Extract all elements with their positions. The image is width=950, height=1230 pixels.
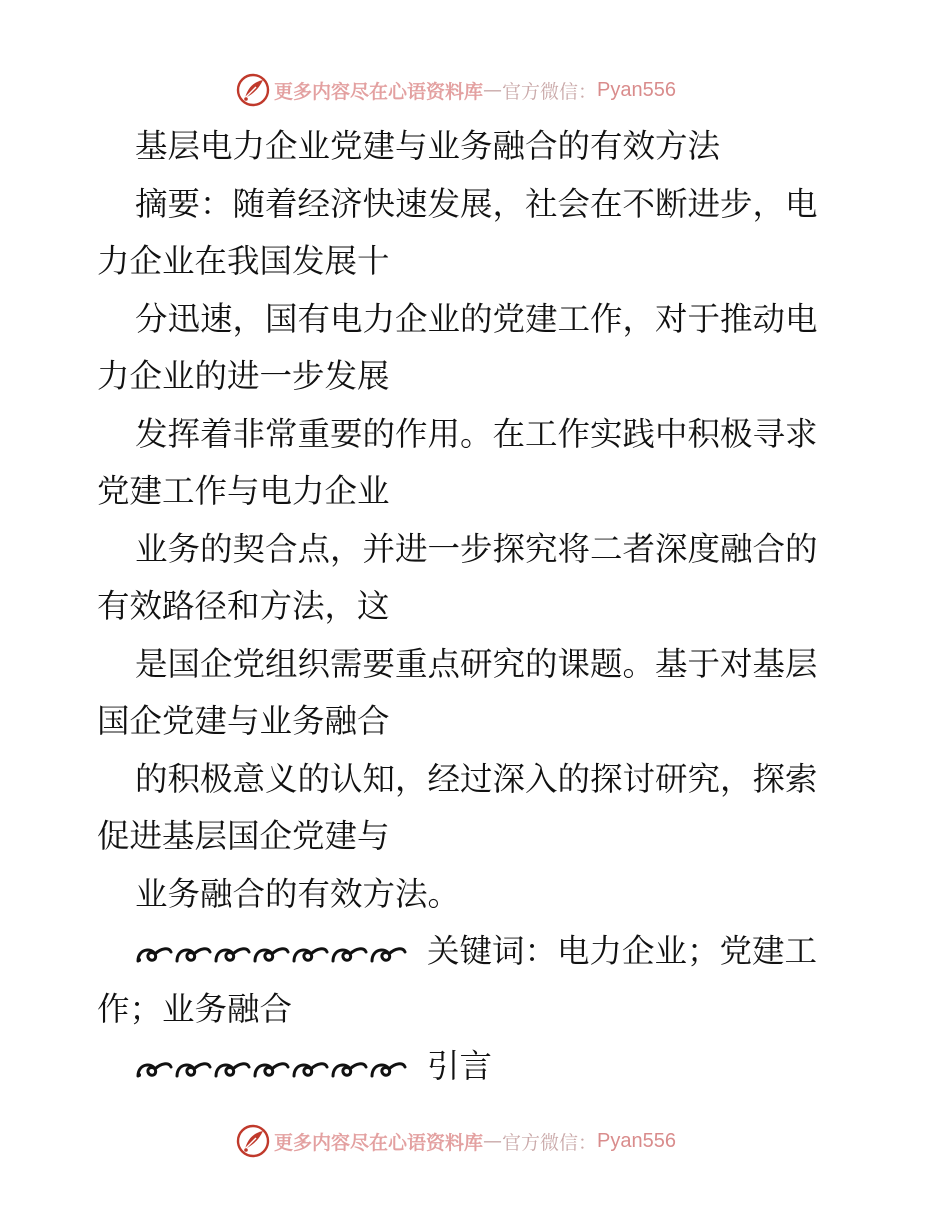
banner-wechat-label: 官方微信： xyxy=(502,1131,598,1154)
paragraph-line: 力企业的进一步发展 xyxy=(97,357,390,395)
paragraph-line: 业务的契合点，并进一步探究将二者深度融合的 xyxy=(135,529,818,568)
paragraph-line: 发挥着非常重要的作用。在工作实践中积极寻求 xyxy=(135,414,818,453)
paragraph-line: 党建工作与电力企业 xyxy=(97,472,390,510)
swirl-ornament-icon xyxy=(135,1058,407,1080)
feather-pen-logo-icon xyxy=(236,73,270,107)
paragraph-line: 国企党建与业务融合 xyxy=(97,702,390,740)
paragraph-line: 业务融合的有效方法。 xyxy=(135,874,461,913)
paragraph-line: 分迅速，国有电力企业的党建工作，对于推动电 xyxy=(135,299,818,338)
banner-wechat-id: Pyan556 xyxy=(597,78,676,101)
banner-text: 更多内容尽在心语资料库 xyxy=(274,80,484,103)
swirl-ornament-icon xyxy=(135,943,407,965)
banner-dash: — xyxy=(483,1130,503,1152)
banner-text: 更多内容尽在心语资料库 xyxy=(274,1131,484,1154)
intro-line xyxy=(97,1038,857,1096)
feather-pen-logo-icon xyxy=(236,1124,270,1158)
banner-dash: — xyxy=(483,79,503,101)
keywords-line xyxy=(97,923,857,981)
document-body xyxy=(97,118,857,1096)
paragraph-line: 有效路径和方法，这 xyxy=(97,587,390,625)
paragraph-line: 摘要：随着经济快速发展，社会在不断进步，电 xyxy=(135,184,818,223)
header-banner xyxy=(236,72,676,108)
paragraph-line: 是国企党组织需要重点研究的课题。基于对基层 xyxy=(135,644,818,683)
keywords-text: 关键词：电力企业；党建工 xyxy=(427,932,818,970)
document-title: 基层电力企业党建与业务融合的有效方法 xyxy=(135,127,721,165)
footer-banner xyxy=(236,1123,676,1159)
paragraph-line: 的积极意义的认知，经过深入的探讨研究，探索 xyxy=(135,759,818,798)
intro-heading: 引言 xyxy=(427,1047,493,1085)
keywords-continuation: 作；业务融合 xyxy=(97,989,293,1028)
banner-wechat-id: Pyan556 xyxy=(597,1129,676,1152)
banner-wechat-label: 官方微信： xyxy=(502,80,598,103)
paragraph-line: 促进基层国企党建与 xyxy=(97,817,390,855)
paragraph-line: 力企业在我国发展十 xyxy=(97,242,390,280)
